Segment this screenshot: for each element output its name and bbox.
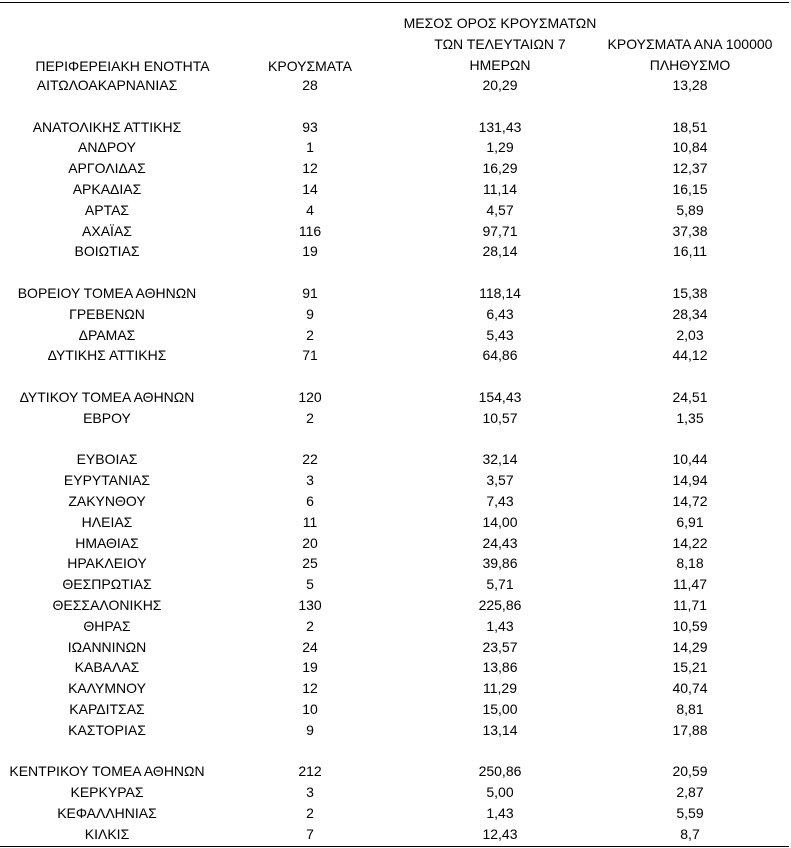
region-cell: ΘΕΣΠΡΩΤΙΑΣ bbox=[62, 576, 152, 593]
table-row bbox=[0, 304, 791, 325]
average-cell: 1,43 bbox=[486, 805, 514, 821]
region-cell: ΚΑΡΔΙΤΣΑΣ bbox=[69, 701, 145, 717]
cases-cell: 93 bbox=[302, 118, 318, 135]
header-cases-per-100000 bbox=[590, 34, 790, 76]
table-row bbox=[0, 574, 791, 595]
average-cell: 1,43 bbox=[486, 617, 514, 634]
per-100000-cell: 14,94 bbox=[672, 472, 708, 489]
table-row bbox=[0, 325, 791, 346]
table-row bbox=[0, 512, 791, 533]
cases-cell: 11 bbox=[302, 513, 318, 530]
cases-cell: 28 bbox=[302, 77, 318, 93]
region-cell: ΒΟΙΩΤΙΑΣ bbox=[74, 243, 140, 260]
per-100000-cell: 6,91 bbox=[676, 513, 704, 530]
average-cell: 13,14 bbox=[482, 721, 518, 738]
cases-cell: 3 bbox=[306, 472, 314, 489]
average-cell: 3,57 bbox=[486, 472, 514, 489]
table-row bbox=[0, 283, 791, 304]
region-cell: ΑΝΑΤΟΛΙΚΗΣ ΑΤΤΙΚΗΣ bbox=[32, 118, 182, 135]
cases-cell: 1 bbox=[306, 139, 314, 156]
per-100000-cell: 28,34 bbox=[672, 305, 708, 322]
region-cell: ΚΑΣΤΟΡΙΑΣ bbox=[68, 721, 146, 738]
per-100000-cell: 15,21 bbox=[672, 659, 708, 676]
region-cell: ΘΗΡΑΣ bbox=[83, 617, 131, 634]
table-row bbox=[0, 761, 791, 782]
cases-cell: 12 bbox=[302, 680, 318, 697]
cases-cell: 19 bbox=[302, 243, 318, 260]
cases-cell: 116 bbox=[298, 222, 322, 239]
per-100000-cell: 10,44 bbox=[672, 451, 708, 468]
cases-cell: 4 bbox=[306, 201, 314, 218]
per-100000-cell: 44,12 bbox=[672, 347, 708, 364]
region-cell: ΕΒΡΟΥ bbox=[83, 409, 131, 426]
per-100000-cell: 14,22 bbox=[672, 534, 708, 551]
per-100000-cell: 12,37 bbox=[672, 160, 708, 177]
cases-cell: 71 bbox=[302, 347, 318, 364]
average-cell: 118,14 bbox=[479, 285, 521, 301]
average-cell: 5,71 bbox=[486, 576, 514, 593]
table-row bbox=[0, 782, 791, 803]
average-cell: 11,29 bbox=[483, 680, 517, 697]
per-100000-cell: 16,11 bbox=[673, 243, 707, 260]
region-cell: ΚΕΦΑΛΛΗΝΙΑΣ bbox=[57, 805, 157, 821]
cases-cell: 20 bbox=[302, 534, 318, 551]
table-row bbox=[0, 179, 791, 200]
region-cell: ΑΧΑΪΑΣ bbox=[82, 222, 132, 239]
cases-cell: 9 bbox=[306, 305, 314, 322]
region-cell: ΔΡΑΜΑΣ bbox=[78, 326, 136, 343]
average-cell: 12,43 bbox=[482, 825, 518, 842]
region-cell: ΚΕΡΚΥΡΑΣ bbox=[70, 784, 144, 801]
cases-cell: 14 bbox=[302, 181, 318, 197]
cases-cell: 5 bbox=[306, 576, 314, 593]
per-100000-cell: 17,88 bbox=[672, 721, 708, 738]
per-100000-cell: 8,18 bbox=[676, 555, 704, 572]
cases-cell: 2 bbox=[306, 617, 314, 634]
per-100000-cell: 11,71 bbox=[673, 597, 707, 613]
average-cell: 28,14 bbox=[482, 243, 518, 260]
region-cell: ΘΕΣΣΑΛΟΝΙΚΗΣ bbox=[52, 597, 162, 613]
cases-cell: 2 bbox=[306, 409, 314, 426]
header-average-7-days bbox=[380, 13, 620, 76]
region-cell: ΓΡΕΒΕΝΩΝ bbox=[69, 305, 145, 322]
cases-cell: 22 bbox=[302, 451, 318, 468]
region-cell: ΑΡΚΑΔΙΑΣ bbox=[72, 181, 142, 197]
table-row bbox=[0, 803, 791, 824]
cases-cell: 7 bbox=[306, 825, 314, 842]
per-100000-cell: 37,38 bbox=[672, 222, 708, 239]
per-100000-cell: 15,38 bbox=[672, 285, 708, 301]
average-cell: 64,86 bbox=[482, 347, 518, 364]
average-cell: 97,71 bbox=[482, 222, 518, 239]
table-row bbox=[0, 345, 791, 366]
cases-cell: 10 bbox=[302, 701, 318, 717]
average-cell: 6,43 bbox=[486, 305, 514, 322]
header-average-line-1: ΜΕΣΟΣ ΟΡΟΣ ΚΡΟΥΣΜΑΤΩΝ bbox=[403, 15, 597, 31]
region-cell: ΔΥΤΙΚΗΣ ΑΤΤΙΚΗΣ bbox=[47, 347, 167, 364]
region-cell: ΗΜΑΘΙΑΣ bbox=[75, 534, 139, 551]
top-border-line bbox=[0, 2, 789, 3]
per-100000-cell: 8,81 bbox=[676, 701, 704, 717]
average-cell: 131,43 bbox=[478, 118, 522, 135]
region-cell: ΚΙΛΚΙΣ bbox=[84, 825, 130, 842]
cases-cell: 2 bbox=[306, 326, 314, 343]
header-average-line-3: ΗΜΕΡΩΝ bbox=[469, 57, 531, 73]
cases-cell: 2 bbox=[306, 805, 314, 821]
average-cell: 250,86 bbox=[478, 763, 522, 780]
region-cell: ΕΥΒΟΙΑΣ bbox=[76, 451, 138, 468]
per-100000-cell: 40,74 bbox=[672, 680, 708, 697]
average-cell: 5,00 bbox=[486, 784, 514, 801]
average-cell: 5,43 bbox=[486, 326, 514, 343]
average-cell: 10,57 bbox=[482, 409, 518, 426]
per-100000-cell: 5,89 bbox=[676, 201, 704, 218]
average-cell: 13,86 bbox=[482, 659, 518, 676]
average-cell: 39,86 bbox=[482, 555, 518, 572]
table-row bbox=[0, 137, 791, 158]
table-row bbox=[0, 221, 791, 242]
header-per-line-1: ΚΡΟΥΣΜΑΤΑ ΑΝΑ 100000 bbox=[607, 36, 773, 52]
per-100000-cell: 8,7 bbox=[680, 825, 700, 842]
per-100000-cell: 24,51 bbox=[672, 389, 708, 405]
table-row bbox=[0, 678, 791, 699]
cases-cell: 91 bbox=[302, 285, 318, 301]
average-cell: 1,29 bbox=[486, 139, 514, 156]
table-row bbox=[0, 491, 791, 512]
table-row bbox=[0, 470, 791, 491]
table-row bbox=[0, 158, 791, 179]
table-row bbox=[0, 553, 791, 574]
table-row bbox=[0, 200, 791, 221]
region-cell: ΚΕΝΤΡΙΚΟΥ ΤΟΜΕΑ ΑΘΗΝΩΝ bbox=[9, 763, 205, 780]
table-row bbox=[0, 699, 791, 720]
table-row bbox=[0, 75, 791, 96]
header-cases: ΚΡΟΥΣΜΑΤΑ bbox=[268, 58, 352, 74]
table-row bbox=[0, 720, 791, 741]
average-cell: 15,00 bbox=[482, 701, 518, 717]
average-cell: 16,29 bbox=[482, 160, 518, 177]
region-cell: ΗΛΕΙΑΣ bbox=[81, 513, 133, 530]
cases-cell: 19 bbox=[302, 659, 318, 676]
per-100000-cell: 20,59 bbox=[672, 763, 708, 780]
cases-cell: 24 bbox=[302, 638, 318, 655]
region-cell: ΑΡΓΟΛΙΔΑΣ bbox=[68, 160, 146, 177]
region-cell: ΙΩΑΝΝΙΝΩΝ bbox=[67, 638, 147, 655]
table-row bbox=[0, 533, 791, 554]
table-row bbox=[0, 616, 791, 637]
region-cell: ΖΑΚΥΝΘΟΥ bbox=[68, 493, 146, 509]
average-cell: 225,86 bbox=[478, 597, 522, 613]
cases-cell: 130 bbox=[298, 597, 322, 613]
region-cell: ΕΥΡΥΤΑΝΙΑΣ bbox=[63, 472, 151, 489]
header-region: ΠΕΡΙΦΕΡΕΙΑΚΗ ΕΝΟΤΗΤΑ bbox=[35, 58, 210, 74]
table-row bbox=[0, 117, 791, 138]
region-cell: ΚΑΛΥΜΝΟΥ bbox=[68, 680, 146, 697]
average-cell: 4,57 bbox=[486, 201, 514, 218]
per-100000-cell: 14,72 bbox=[672, 493, 708, 509]
per-100000-cell: 16,15 bbox=[672, 181, 708, 197]
per-100000-cell: 2,87 bbox=[676, 784, 704, 801]
region-cell: ΑΙΤΩΛΟΑΚΑΡΝΑΝΙΑΣ bbox=[36, 77, 178, 93]
region-cell: ΔΥΤΙΚΟΥ ΤΟΜΕΑ ΑΘΗΝΩΝ bbox=[19, 389, 195, 405]
bottom-border-line bbox=[0, 846, 789, 847]
cases-cell: 9 bbox=[306, 721, 314, 738]
average-cell: 24,43 bbox=[482, 534, 518, 551]
header-average-line-2: ΤΩΝ ΤΕΛΕΥΤΑΙΩΝ 7 bbox=[434, 36, 566, 52]
per-100000-cell: 11,47 bbox=[673, 576, 707, 593]
per-100000-cell: 18,51 bbox=[672, 118, 708, 135]
table-row bbox=[0, 408, 791, 429]
table-row bbox=[0, 824, 791, 845]
region-cell: ΑΝΔΡΟΥ bbox=[78, 139, 136, 156]
average-cell: 154,43 bbox=[478, 389, 522, 405]
region-cell: ΑΡΤΑΣ bbox=[84, 201, 130, 218]
per-100000-cell: 5,59 bbox=[676, 805, 704, 821]
table-row bbox=[0, 657, 791, 678]
cases-cell: 12 bbox=[302, 160, 318, 177]
average-cell: 14,00 bbox=[482, 513, 518, 530]
per-100000-cell: 2,03 bbox=[676, 326, 704, 343]
per-100000-cell: 1,35 bbox=[676, 409, 704, 426]
cases-cell: 212 bbox=[298, 763, 322, 780]
average-cell: 20,29 bbox=[482, 77, 518, 93]
table-row bbox=[0, 595, 791, 616]
region-cell: ΚΑΒΑΛΑΣ bbox=[74, 659, 140, 676]
per-100000-cell: 13,28 bbox=[672, 77, 708, 93]
header-per-line-2: ΠΛΗΘΥΣΜΟ bbox=[649, 57, 731, 73]
table-row bbox=[0, 637, 791, 658]
region-cell: ΒΟΡΕΙΟΥ ΤΟΜΕΑ ΑΘΗΝΩΝ bbox=[17, 285, 197, 301]
cases-cell: 6 bbox=[306, 493, 314, 509]
average-cell: 23,57 bbox=[482, 638, 518, 655]
average-cell: 32,14 bbox=[482, 451, 518, 468]
cases-cell: 25 bbox=[302, 555, 318, 572]
average-cell: 11,14 bbox=[483, 181, 517, 197]
cases-cell: 3 bbox=[306, 784, 314, 801]
table-row bbox=[0, 387, 791, 408]
per-100000-cell: 14,29 bbox=[672, 638, 708, 655]
region-cell: ΗΡΑΚΛΕΙΟΥ bbox=[67, 555, 147, 572]
table-row bbox=[0, 241, 791, 262]
table-row bbox=[0, 449, 791, 470]
cases-cell: 120 bbox=[298, 389, 322, 405]
per-100000-cell: 10,59 bbox=[672, 617, 708, 634]
per-100000-cell: 10,84 bbox=[672, 139, 708, 156]
average-cell: 7,43 bbox=[486, 493, 514, 509]
